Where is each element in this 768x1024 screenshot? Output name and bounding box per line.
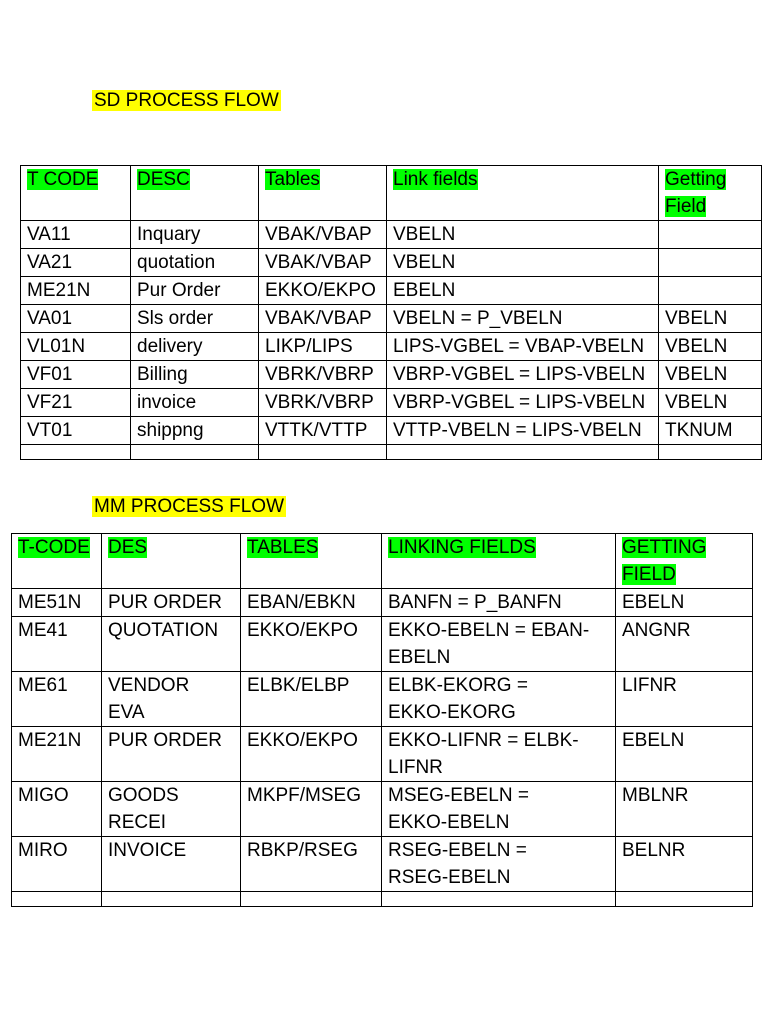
table-cell: ME21N [21, 277, 131, 305]
empty-cell [259, 445, 387, 460]
table-cell: PUR ORDER [102, 727, 241, 782]
table-cell: MKPF/MSEG [241, 782, 382, 837]
table-cell: VBRP-VGBEL = LIPS-VBELN [387, 361, 659, 389]
table-cell: EKKO/EKPO [241, 617, 382, 672]
table-cell: VBRK/VBRP [259, 389, 387, 417]
table-cell: QUOTATION [102, 617, 241, 672]
table-cell: BANFN = P_BANFN [382, 589, 616, 617]
mm-header-cell: DES [102, 534, 241, 589]
table-cell: invoice [131, 389, 259, 417]
table-cell: VA21 [21, 249, 131, 277]
sd-process-flow-title [92, 89, 281, 113]
table-cell: VBAK/VBAP [259, 221, 387, 249]
table-cell: BELNR [616, 837, 753, 892]
table-cell: ME51N [12, 589, 102, 617]
table-cell: VF21 [21, 389, 131, 417]
table-row [21, 417, 762, 445]
table-cell: EKKO/EKPO [259, 277, 387, 305]
table-cell: EBAN/EBKN [241, 589, 382, 617]
table-cell: VA11 [21, 221, 131, 249]
table-cell: VA01 [21, 305, 131, 333]
table-cell: ME41 [12, 617, 102, 672]
sd-title-text: SD PROCESS FLOW [94, 90, 279, 111]
empty-cell [382, 892, 616, 907]
table-cell: PUR ORDER [102, 589, 241, 617]
empty-cell [131, 445, 259, 460]
empty-cell [659, 445, 762, 460]
table-cell: VBELN [659, 333, 762, 361]
table-cell: MSEG-EBELN = EKKO-EBELN [382, 782, 616, 837]
sd-process-flow-table [20, 165, 762, 460]
mm-process-flow-table [11, 533, 753, 907]
table-cell: ME61 [12, 672, 102, 727]
table-cell: Sls order [131, 305, 259, 333]
table-cell: RSEG-EBELN = RSEG-EBELN [382, 837, 616, 892]
empty-cell [387, 445, 659, 460]
mm-header-cell: TABLES [241, 534, 382, 589]
table-cell: RBKP/RSEG [241, 837, 382, 892]
mm-process-flow-title [92, 495, 286, 519]
sd-header-cell: T CODE [21, 166, 131, 221]
table-row [12, 672, 753, 727]
empty-cell [241, 892, 382, 907]
table-row [12, 589, 753, 617]
empty-cell [616, 892, 753, 907]
table-cell: VBELN = P_VBELN [387, 305, 659, 333]
empty-cell [12, 892, 102, 907]
sd-header-row [21, 166, 762, 221]
table-cell: Pur Order [131, 277, 259, 305]
sd-header-cell: Getting Field [659, 166, 762, 221]
table-cell: VTTP-VBELN = LIPS-VBELN [387, 417, 659, 445]
table-row [21, 389, 762, 417]
table-cell: quotation [131, 249, 259, 277]
table-cell [659, 221, 762, 249]
empty-cell [21, 445, 131, 460]
table-row [21, 361, 762, 389]
table-cell: EKKO-LIFNR = ELBK-LIFNR [382, 727, 616, 782]
table-cell: VBAK/VBAP [259, 249, 387, 277]
table-cell: VT01 [21, 417, 131, 445]
table-cell: VBRP-VGBEL = LIPS-VBELN [387, 389, 659, 417]
table-cell: delivery [131, 333, 259, 361]
table-cell: LIFNR [616, 672, 753, 727]
mm-header-cell: LINKING FIELDS [382, 534, 616, 589]
mm-title-text: MM PROCESS FLOW [94, 496, 285, 517]
table-cell: GOODS RECEI [102, 782, 241, 837]
empty-cell [102, 892, 241, 907]
mm-header-cell: T-CODE [12, 534, 102, 589]
table-row [21, 221, 762, 249]
table-cell: shippng [131, 417, 259, 445]
table-cell: LIPS-VGBEL = VBAP-VBELN [387, 333, 659, 361]
table-cell [659, 249, 762, 277]
table-row [12, 782, 753, 837]
table-row [21, 277, 762, 305]
mm-header-cell: GETTING FIELD [616, 534, 753, 589]
table-cell [659, 277, 762, 305]
table-cell: VBELN [659, 389, 762, 417]
table-cell: EBELN [387, 277, 659, 305]
table-cell: EBELN [616, 589, 753, 617]
table-cell: VBAK/VBAP [259, 305, 387, 333]
table-row [21, 333, 762, 361]
table-cell: VF01 [21, 361, 131, 389]
table-row [21, 305, 762, 333]
table-cell: VBELN [659, 361, 762, 389]
table-cell: VL01N [21, 333, 131, 361]
sd-header-cell: Link fields [387, 166, 659, 221]
table-cell: MBLNR [616, 782, 753, 837]
table-cell: ME21N [12, 727, 102, 782]
sd-header-cell: Tables [259, 166, 387, 221]
table-cell: ANGNR [616, 617, 753, 672]
table-row [12, 837, 753, 892]
mm-header-row [12, 534, 753, 589]
table-cell: VENDOR EVA [102, 672, 241, 727]
table-cell: MIRO [12, 837, 102, 892]
empty-row [21, 445, 762, 460]
table-cell: EKKO-EBELN = EBAN-EBELN [382, 617, 616, 672]
table-cell: ELBK-EKORG = EKKO-EKORG [382, 672, 616, 727]
sd-header-cell: DESC [131, 166, 259, 221]
table-cell: ELBK/ELBP [241, 672, 382, 727]
table-row [21, 249, 762, 277]
table-cell: EKKO/EKPO [241, 727, 382, 782]
table-cell: Inquary [131, 221, 259, 249]
table-cell: VBRK/VBRP [259, 361, 387, 389]
table-row [12, 727, 753, 782]
table-cell: MIGO [12, 782, 102, 837]
table-cell: VTTK/VTTP [259, 417, 387, 445]
table-cell: LIKP/LIPS [259, 333, 387, 361]
table-row [12, 617, 753, 672]
table-cell: VBELN [659, 305, 762, 333]
empty-row [12, 892, 753, 907]
table-cell: VBELN [387, 249, 659, 277]
table-cell: VBELN [387, 221, 659, 249]
table-cell: INVOICE [102, 837, 241, 892]
table-cell: EBELN [616, 727, 753, 782]
table-cell: TKNUM [659, 417, 762, 445]
table-cell: Billing [131, 361, 259, 389]
